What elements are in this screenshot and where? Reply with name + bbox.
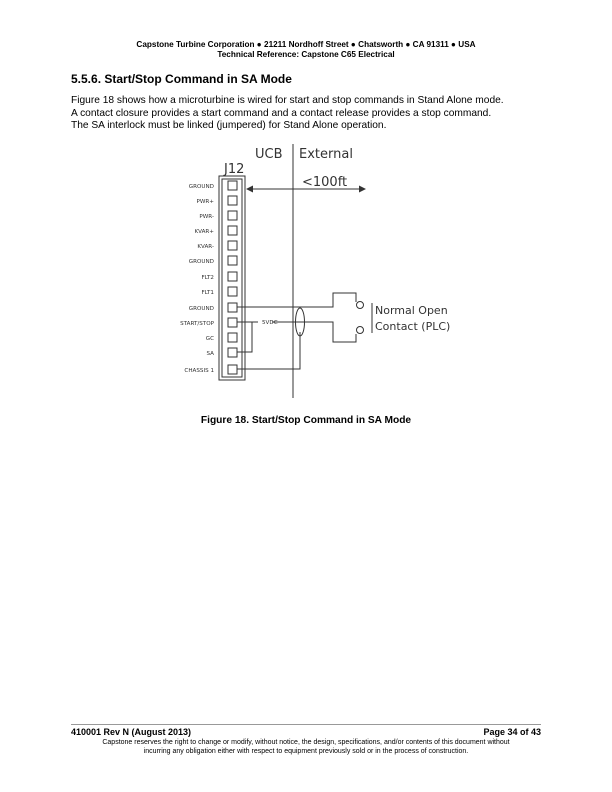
pin-label: FLT2 — [201, 275, 214, 281]
pin-chassis — [184, 365, 237, 374]
pin-ground-2 — [189, 256, 237, 265]
pin-start-stop — [180, 318, 237, 327]
pin-ground-1 — [189, 181, 237, 190]
pin-terminal — [228, 272, 237, 281]
contact-terminal-bottom — [357, 327, 364, 334]
pin-pwr-plus — [197, 196, 237, 205]
disclaimer-line-2: incurring any obligation either with respect to equipment previously sold or in the process of construction. — [143, 748, 469, 755]
pin-label: PWR- — [199, 214, 214, 220]
pin-terminal — [228, 365, 237, 374]
pin-terminal — [228, 318, 237, 327]
ucb-label: UCB — [255, 147, 283, 162]
pin-ground-3 — [189, 303, 237, 312]
pin-kvar-plus — [194, 226, 237, 235]
pin-label: START/STOP — [180, 321, 214, 327]
contact-label-1: Normal Open — [375, 304, 448, 317]
connector-label: J12 — [224, 162, 245, 177]
pin-label: SA — [206, 351, 214, 357]
pin-label: CHASSIS 1 — [184, 368, 214, 374]
pin-label: FLT1 — [201, 290, 214, 296]
arrow-right-head — [359, 186, 366, 193]
pin-label: PWR+ — [196, 199, 214, 205]
contact-terminal-top — [357, 302, 364, 309]
body-line-2: A contact closure provides a start command and a contact release provides a stop command. — [71, 107, 492, 119]
pin-gc — [206, 333, 237, 342]
connector-outer — [219, 176, 245, 380]
disclaimer-line-1: Capstone reserves the right to change or modify, without notice, the design, specifications, and/or contents of this document without — [102, 739, 510, 746]
figure-caption: Figure 18. Start/Stop Command in SA Mode — [200, 415, 412, 426]
pin-terminal — [228, 196, 237, 205]
pin-terminal — [228, 181, 237, 190]
pin-terminal — [228, 226, 237, 235]
pin-terminal — [228, 287, 237, 296]
header-reference-line: Technical Reference: Capstone C65 Electrical — [217, 50, 395, 59]
pin-label: GROUND — [188, 184, 214, 190]
external-label: External — [299, 147, 353, 162]
pin-label: GROUND — [188, 259, 214, 265]
pin-terminal — [228, 256, 237, 265]
connector-inner — [222, 179, 242, 377]
footer-doc-id: 410001 Rev N (August 2013) — [71, 727, 192, 737]
pin-label: GC — [205, 336, 214, 342]
footer-divider — [71, 724, 541, 725]
footer-page-number: Page 34 of 43 — [483, 727, 541, 737]
arrow-left-head — [246, 186, 253, 193]
chassis-shield-wire — [237, 332, 300, 369]
header-company-line: Capstone Turbine Corporation ● 21211 Nordhoff Street ● Chatsworth ● CA 91311 ● USA — [136, 40, 476, 49]
section-title: 5.5.6. Start/Stop Command in SA Mode — [71, 72, 292, 86]
contact-label-2: Contact (PLC) — [375, 320, 451, 333]
pin-terminal — [228, 348, 237, 357]
body-line-1: Figure 18 shows how a microturbine is wired for start and stop commands in Stand Alone mode. — [71, 95, 504, 106]
footer-disclaimer — [66, 738, 546, 756]
pin-label: KVAR+ — [194, 229, 214, 235]
pin-label: GROUND — [188, 306, 214, 312]
start-stop-wire-b — [272, 322, 356, 342]
voltage-label: 5VDC — [262, 320, 278, 326]
ground-wire — [237, 293, 356, 307]
pin-terminal — [228, 333, 237, 342]
pin-kvar-minus — [197, 241, 237, 250]
pin-terminal — [228, 241, 237, 250]
pin-terminal — [228, 211, 237, 220]
body-line-3: The SA interlock must be linked (jumpered) for Stand Alone operation. — [71, 120, 387, 131]
pin-pwr-minus — [199, 211, 237, 220]
distance-label: <100ft — [302, 175, 348, 190]
pin-terminal — [228, 303, 237, 312]
pin-label: KVAR- — [197, 244, 214, 250]
